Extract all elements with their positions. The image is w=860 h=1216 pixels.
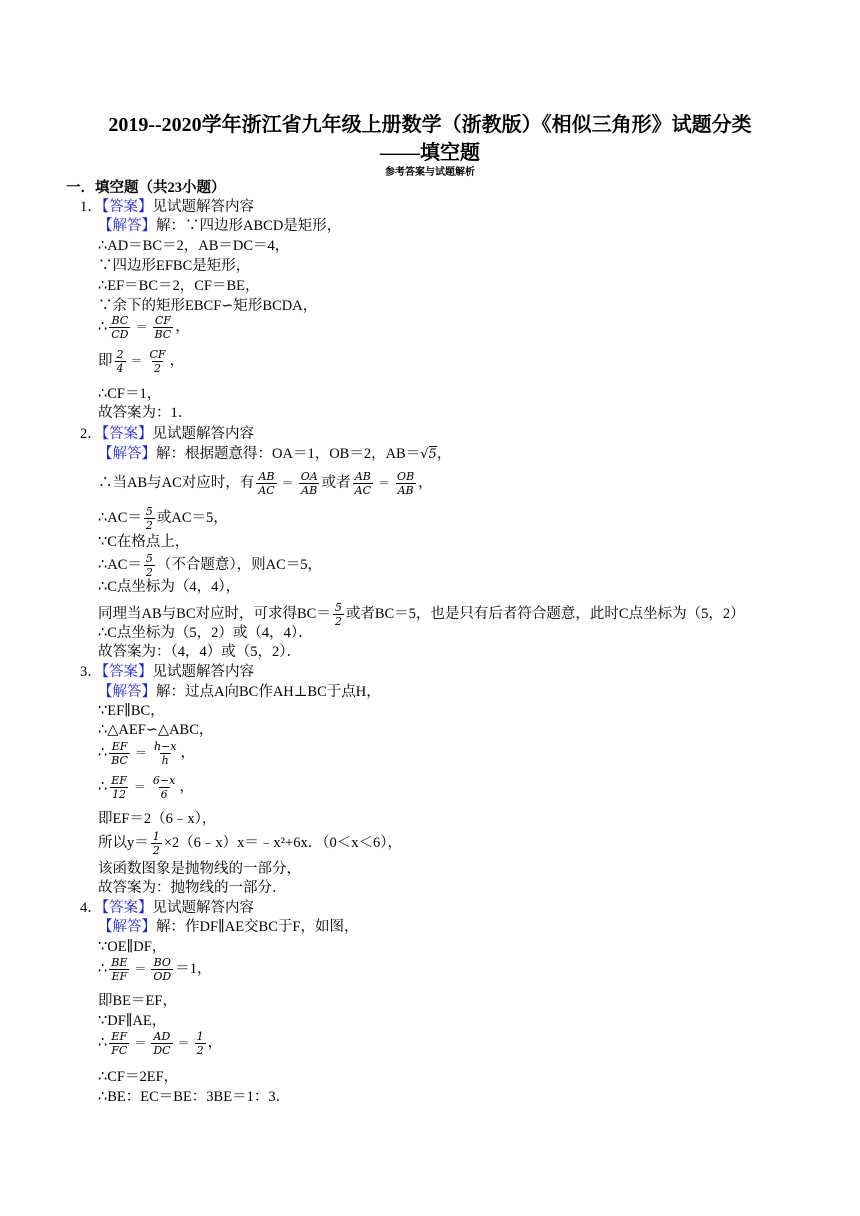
q1-line1 [98,217,341,235]
fraction [151,956,173,983]
equals-sign: ＝ [378,475,391,490]
fraction [109,956,129,983]
equals-sign: ＝ [130,353,143,368]
answer-tag: 【答案】 [101,664,153,680]
q4-line5: ∵DF∥AE， [98,1013,167,1029]
therefore-symbol: ∴ [98,778,108,795]
document-title-line1: 2019--2020学年浙江省九年级上册数学（浙教版）《相似三角形》试题分类 [108,114,752,136]
sqrt-radicand: 5 [428,447,437,462]
q2-text: 解：根据题意得：OA＝1，OB＝2，AB＝ [156,446,421,462]
solution-tag: 【解答】 [98,218,156,234]
comma: ， [418,474,433,491]
fraction [151,830,162,857]
solution-tag: 【解答】 [98,684,156,700]
numerator: OA [300,470,318,483]
or-text: 或者 [321,474,351,491]
denominator: 2 [152,844,160,857]
denominator: h [161,754,169,767]
solution-tag: 【解答】 [98,919,156,935]
fraction [256,470,276,497]
q4-line4: 即BE＝EF， [98,993,177,1009]
fraction [353,470,373,497]
comma: ， [436,446,452,462]
answer-tag: 【答案】 [101,199,153,215]
denominator: 2 [145,519,153,532]
q2-text: ∴AC＝ [98,556,142,573]
q4-line6-fraction [98,1030,222,1057]
see-content-text: 见试题解答内容 [152,900,254,916]
therefore-symbol: ∴ [98,744,108,761]
namely-text: 即 [98,352,113,369]
solution-tag: 【解答】 [98,446,156,462]
answer-tag: 【答案】 [101,900,153,916]
q4-line7: ∴CF＝2EF， [98,1069,179,1085]
denominator: 6 [160,788,168,801]
q1-line2: ∴AD＝BC＝2，AB＝DC＝4， [98,238,290,254]
fraction [109,740,130,767]
q1-line7-fraction [98,348,184,375]
q3-line6: 即EF＝2（6﹣x）， [98,811,217,827]
comma: ， [180,744,195,761]
equals-sign: ＝ [133,779,146,794]
denominator: 2 [154,362,162,375]
q2-line8: ∴C点坐标为（5，2）或（4，4）． [98,625,313,641]
fraction [153,314,174,341]
document-title-line2: ——填空题 [380,142,480,164]
q1-line5: ∵余下的矩形EBCF∽矩形BCDA， [98,298,318,314]
numerator: OB [397,470,415,483]
denominator: AB [397,484,414,497]
numerator: CF [154,314,171,327]
equals-sign: ＝ [135,319,148,334]
denominator: FC [111,1044,128,1057]
q2-line2 [98,470,433,497]
therefore-symbol: ∴ [98,960,108,977]
fraction [151,774,177,801]
fraction [109,1030,129,1057]
numerator: AB [354,470,371,483]
equals-sign: ＝ [134,961,147,976]
fraction [151,1030,172,1057]
question-3-header [80,663,254,681]
question-4-header [80,899,254,917]
q1-line9: 故答案为：1． [98,405,193,421]
q2-line5 [98,552,322,579]
q4-line2: ∵OE∥DF， [98,939,167,955]
denominator: AB [301,484,318,497]
denominator: 4 [116,362,124,375]
q4-line3-fraction [98,956,211,983]
numerator: 1 [152,830,160,843]
denominator: BC [154,328,172,341]
question-1-header [80,198,254,216]
q1-text: 解：∵四边形ABCD是矩形， [156,218,342,234]
q2-line6: ∴C点坐标为（4，4）， [98,579,241,595]
numerator: EF [111,1030,128,1043]
comma: ， [207,1034,223,1051]
question-number: 1． [80,199,102,215]
q3-line2: ∵EF∥BC， [98,703,165,719]
fraction [299,470,320,497]
denominator: 12 [112,788,127,801]
see-content-text: 见试题解答内容 [152,199,254,215]
answer-tag: 【答案】 [101,426,153,442]
denominator: CD [111,328,129,341]
fraction [395,470,416,497]
question-number: 4． [80,900,102,916]
q2-text: ∴当AB与AC对应时，有 [98,474,255,491]
q2-text: 或AC＝5， [156,509,228,526]
numerator: BE [111,956,128,969]
denominator: DC [153,1044,171,1057]
numerator: AD [153,1030,171,1043]
q3-line7 [98,830,402,857]
q3-line1 [98,683,381,701]
q1-line3: ∵四边形EFBC是矩形， [98,258,251,274]
q2-text: ∴AC＝ [98,509,142,526]
therefore-symbol: ∴ [98,318,108,335]
document-subtitle: 参考答案与试题解析 [385,167,475,178]
q4-text: 解：作DF∥AE交BC于F，如图， [156,919,359,935]
fraction [109,314,130,341]
q3-line3: ∴△AEF∽△ABC， [98,722,214,738]
q3-text: ×2（6﹣x）x＝﹣x²+6x．（0＜x＜6）， [163,834,402,851]
denominator: 2 [145,566,153,579]
equals-sign: ＝ [134,745,147,760]
numerator: BO [153,956,171,969]
numerator: 5 [145,552,153,565]
numerator: 5 [145,505,153,518]
fraction [109,774,129,801]
question-number: 3． [80,664,102,680]
fraction [333,601,344,628]
numerator: EF [111,774,127,787]
q1-line6-fraction [98,314,190,341]
fraction [144,505,155,532]
q3-line9: 故答案为：抛物线的一部分． [98,880,287,896]
denominator: EF [111,970,128,983]
q2-line4: ∵C在格点上， [98,534,190,550]
q4-line8: ∴BE：EC＝BE：3BE＝1：3． [98,1089,291,1105]
equals-sign: ＝ [281,475,294,490]
numerator: 2 [116,348,124,361]
question-number: 2． [80,426,102,442]
denominator: OD [153,970,172,983]
denominator: BC [111,754,128,767]
numerator: 5 [334,601,342,614]
q3-line8: 该函数图象是抛物线的一部分， [98,861,301,877]
q4-line1 [98,918,358,936]
q2-line1 [98,445,451,464]
numerator: 6−x [152,774,176,787]
q2-line3 [98,505,228,532]
q3-text: 所以y＝ [98,834,149,851]
denominator: 2 [334,615,342,628]
sqrt-symbol: √5 [420,447,437,462]
numerator: 1 [196,1030,204,1043]
q1-line8: ∴CF＝1， [98,386,162,402]
comma: ， [179,778,194,795]
fraction [144,552,155,579]
denominator: AC [354,484,372,497]
denominator: AC [258,484,275,497]
section-heading: 一．填空题（共23小题） [66,180,226,196]
fraction [152,740,179,767]
numerator: CF [149,348,166,361]
question-2-header [80,425,254,443]
therefore-symbol: ∴ [98,1034,108,1051]
see-content-text: 见试题解答内容 [152,426,254,442]
equals-sign: ＝ [134,1035,147,1050]
numerator: AB [258,470,275,483]
q2-text: 同理当AB与BC对应时，可求得BC＝ [98,605,331,622]
numerator: BC [111,314,129,327]
see-content-text: 见试题解答内容 [152,664,254,680]
numerator: h−x [153,740,177,753]
fraction [195,1030,206,1057]
q2-line9: 故答案为：（4，4）或（5，2）． [98,644,301,660]
q2-text: （不合题意），则AC＝5， [156,556,323,573]
q1-line4: ∴EF＝BC＝2，CF＝BE， [98,278,260,294]
denominator: 2 [196,1044,204,1057]
q4-text: ＝1， [175,960,212,977]
fraction [148,348,168,375]
q3-text: 解：过点A向BC作AH⊥BC于点H， [156,684,381,700]
numerator: EF [111,740,128,753]
q2-text: 或者BC＝5，也是只有后者符合题意，此时C点坐标为（5，2） [345,605,745,622]
q3-line5-fraction [98,774,194,801]
q3-line4-fraction [98,740,195,767]
equals-sign: ＝ [177,1035,190,1050]
comma: ， [169,352,185,369]
comma: ， [175,318,190,335]
fraction [115,348,126,375]
